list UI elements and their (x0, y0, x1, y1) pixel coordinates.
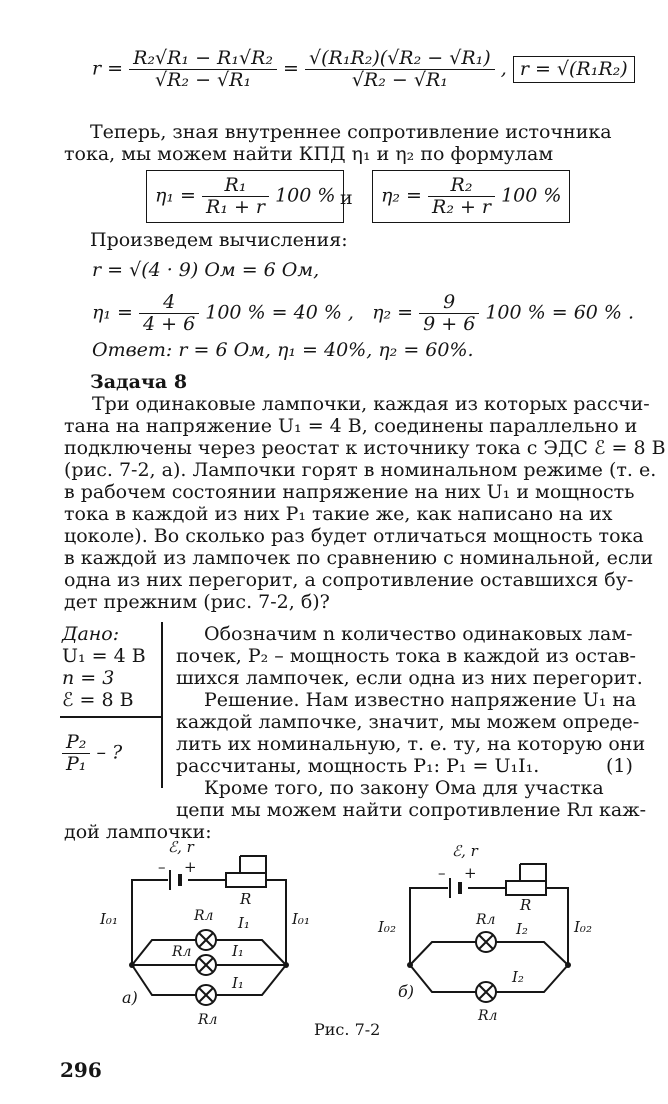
given-divider-horizontal (60, 716, 162, 718)
task-title: Задача 8 (90, 371, 188, 393)
given-item: U₁ = 4 В (62, 645, 146, 667)
task-line: (рис. 7-2, а). Лампочки горят в номинальном режиме (т. е. (64, 459, 657, 481)
formula-eta2: η₂ = $\frac{\text{R₂}}{\text{R₂ + r}}$ 100 % (372, 170, 570, 223)
task-line: Три одинаковые лампочки, каждая из которых рассчи- (92, 393, 650, 415)
calc-r: r = √(4 · 9) Ом = 6 Ом, (92, 259, 320, 281)
solution-line: цепи мы можем найти сопротивление Rл каж- (176, 799, 647, 821)
solution-line: каждой лампочке, значит, мы можем опреде- (176, 711, 640, 733)
fraction-1: $\frac{\text{R₂√R₁ − R₁√R₂}}{\text{√R₂ − √R₁}}$ (129, 48, 277, 91)
circuit-b-current-left: I₀₂ (378, 918, 396, 936)
circuit-a-minus: – (158, 858, 166, 876)
task-line: в каждой из лампочек по сравнению с номинальной, если (64, 547, 654, 569)
circuit-a-caption: а) (122, 988, 138, 1007)
circuit-b-plus: + (464, 864, 477, 882)
formula-eta1: η₁ = $\frac{\text{R₁}}{\text{R₁ + r}}$ 100 % (146, 170, 344, 223)
task-line: дет прежним (рис. 7-2, б)? (64, 591, 330, 613)
calc-eta: η₁ = $\frac{4}{4 + 6}$ 100 % = 40 % , η₂ = $\frac{9}{9 + 6}$ 100 % = 60 % . (92, 291, 635, 335)
circuit-b-lamp-label: Rл (478, 1008, 498, 1024)
equation-number: (1) (606, 755, 633, 777)
circuit-b-lamp-label: Rл (476, 912, 496, 928)
circuit-b-source-label: ℰ, r (452, 842, 478, 860)
conjunction-and: и (340, 187, 353, 209)
circuit-a-current-left: I₀₁ (100, 910, 118, 928)
solution-line: лить их номинальную, т. е. ту, на которую они (176, 733, 646, 755)
circuit-a (132, 856, 286, 1005)
solution-line-last: дой лампочки: (64, 821, 212, 843)
circuit-a-rheostat-label: R (240, 890, 252, 908)
given-divider-vertical (161, 622, 163, 788)
task-line: в рабочем состоянии напряжение на них U₁ и мощность (64, 481, 635, 503)
circuit-b-rheostat-label: R (520, 896, 532, 914)
find-expression: $\frac{\text{P₂}}{\text{P₁}}$ – ? (62, 732, 122, 775)
solution-line: Решение. Нам известно напряжение U₁ на (204, 689, 637, 711)
page-number: 296 (60, 1058, 102, 1082)
task-line: цоколе). Во сколько раз будет отличаться мощность тока (64, 525, 644, 547)
task-line: подключены через реостат к источнику тока с ЭДС ℰ = 8 В (64, 437, 666, 459)
circuit-a-branch-current: I₁ (232, 942, 244, 960)
answer: Ответ: r = 6 Ом, η₁ = 40%, η₂ = 60%. (92, 339, 474, 361)
circuit-a-source-label: ℰ, r (168, 838, 194, 856)
paragraph-efficiency-1: Теперь, зная внутреннее сопротивление источника (90, 121, 612, 143)
task-line: тока в каждой из них P₁ такие же, как написано на их (64, 503, 613, 525)
figure-caption: Рис. 7-2 (314, 1020, 381, 1039)
circuit-b-caption: б) (398, 982, 415, 1001)
circuit-figure (0, 830, 668, 1050)
solution-line: почек, P₂ – мощность тока в каждой из остав- (176, 645, 636, 667)
circuit-b-current-right: I₀₂ (574, 918, 592, 936)
circuit-a-branch-current: I₁ (238, 914, 250, 932)
circuit-b-minus: – (438, 864, 446, 882)
circuit-b-branch-current: I₂ (512, 968, 524, 986)
given-item: ℰ = 8 В (62, 689, 134, 711)
task-line: тана на напряжение U₁ = 4 В, соединены параллельно и (64, 415, 638, 437)
boxed-result: r = √(R₁R₂) (513, 56, 635, 83)
given-item: n = 3 (62, 667, 115, 689)
solution-line: шихся лампочек, если одна из них перегорит. (176, 667, 643, 689)
circuit-a-lamp-label: Rл (198, 1012, 218, 1028)
calc-heading: Произведем вычисления: (90, 229, 348, 251)
given-label: Дано: (62, 623, 120, 645)
circuit-b-branch-current: I₂ (516, 920, 528, 938)
solution-line: рассчитаны, мощность P₁: P₁ = U₁I₁. (176, 755, 540, 777)
fraction-2: $\frac{\text{√(R₁R₂)(√R₂ − √R₁)}}{\text{√R₂ − √R₁}}$ (305, 48, 495, 91)
task-line: одна из них перегорит, а сопротивление оставшихся бу- (64, 569, 634, 591)
circuit-a-lamp-label: Rл (194, 908, 214, 924)
paragraph-efficiency-2: тока, мы можем найти КПД η₁ и η₂ по формулам (64, 143, 554, 165)
solution-line: Кроме того, по закону Ома для участка (204, 777, 604, 799)
circuit-a-plus: + (184, 858, 197, 876)
formula-r: r = $\frac{\text{R₂√R₁ − R₁√R₂}}{\text{√R₂ − √R₁}}$ = $\frac{\text{√(R₁R₂)(√R₂ − √R₁)}}{\text{√R₂ − √R₁}}$ , r = √(R₁R₂) (92, 48, 635, 91)
circuit-a-lamp-label: Rл (172, 944, 192, 960)
solution-line: Обозначим n количество одинаковых лам- (204, 623, 633, 645)
circuit-a-current-right: I₀₁ (292, 910, 310, 928)
circuit-b (410, 864, 568, 1002)
circuit-a-branch-current: I₁ (232, 974, 244, 992)
